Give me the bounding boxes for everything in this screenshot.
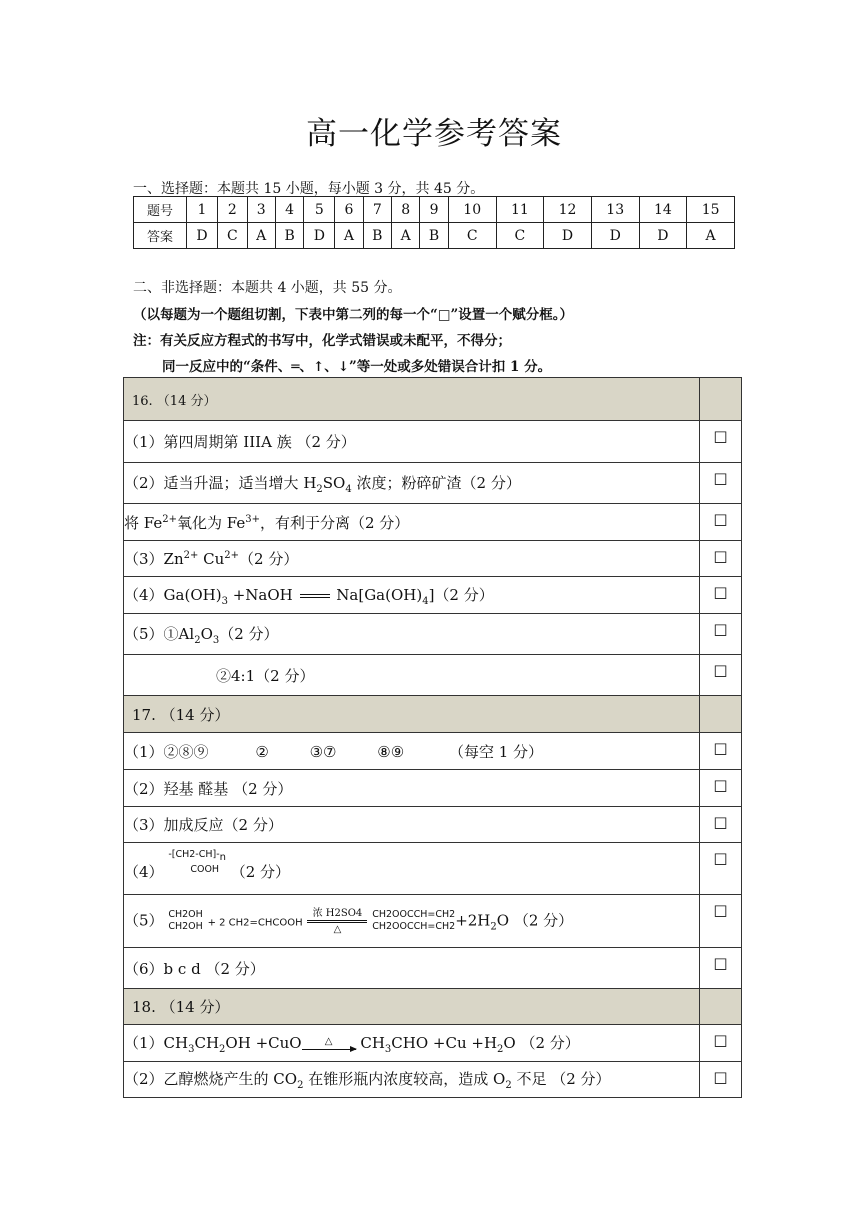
reversible-arrow (307, 908, 367, 935)
text: （2）乙醇燃烧产生的 CO (124, 1070, 298, 1088)
num-cell: 6 (335, 197, 363, 223)
q16-answer-2 (124, 463, 700, 504)
q18-header: 18. （14 分） (124, 989, 700, 1025)
text: （3）Zn (124, 550, 184, 568)
polymer-group: COOH (190, 863, 220, 875)
q17-answer-6: （6）b c d （2 分） (124, 948, 700, 989)
num-cell: 3 (247, 197, 275, 223)
answer-cell: C (496, 223, 544, 249)
q17-row-6 (124, 948, 742, 989)
product-line: CH2OOCCH=CH2 (372, 921, 456, 932)
note-equations: 注：有关反应方程式的书写中，化学式错误或未配平，不得分； (133, 333, 511, 349)
row-header-ans: 答案 (134, 223, 187, 249)
answer-row (134, 223, 735, 249)
q17-row-1 (124, 733, 742, 770)
text: +2H (455, 911, 491, 929)
subscript: 3 (221, 595, 228, 607)
q17-answer-1 (124, 733, 700, 770)
q17-answer-5 (124, 895, 700, 948)
polymer-n: n (219, 851, 226, 863)
superscript: 2+ (224, 550, 240, 561)
text: Cu (198, 550, 225, 568)
q16-header (124, 378, 700, 421)
q18-header-row (124, 989, 742, 1025)
q16-answer-5 (124, 577, 700, 614)
reactant-line: CH2OH (168, 921, 203, 932)
text: CHO +Cu +H (391, 1033, 498, 1052)
subscript: 3 (384, 1043, 392, 1055)
num-cell: 5 (304, 197, 335, 223)
text: 氧化为 Fe (176, 513, 246, 532)
text: （1）②⑧⑨ (124, 742, 209, 761)
score-box[interactable]: □ (700, 895, 742, 948)
subscript: 3 (188, 1043, 195, 1055)
q16-row-1 (124, 421, 742, 463)
reactant-line: CH2OH (168, 909, 203, 920)
answer-cell: B (420, 223, 449, 249)
condition-bottom: △ (333, 923, 342, 935)
q16-answer-6 (124, 614, 700, 655)
polymer-chain: -[CH2-CH]- (168, 849, 220, 861)
text: （4）Ga(OH) (124, 585, 222, 604)
text: CH (355, 1033, 385, 1052)
text: CH (194, 1033, 220, 1052)
text: （5）①Al (124, 624, 195, 643)
text: O （2 分） (496, 911, 574, 929)
subscript: 2 (297, 1080, 304, 1091)
q18-answer-2 (124, 1062, 700, 1098)
num-cell: 12 (544, 197, 592, 223)
q16-row-4 (124, 541, 742, 577)
q16-header-text: 16. （14 分） (132, 393, 217, 409)
text: （2 分） (230, 862, 291, 881)
reaction-arrow (302, 1037, 356, 1050)
num-cell: 13 (591, 197, 639, 223)
answer-cell: A (335, 223, 363, 249)
score-cell-empty (700, 989, 742, 1025)
q16-row-2 (124, 463, 742, 504)
subscript: 2 (490, 921, 497, 932)
double-equals-sign (300, 594, 330, 598)
score-box[interactable]: □ (700, 1062, 742, 1098)
q16-header-row (124, 378, 742, 421)
num-cell: 1 (187, 197, 218, 223)
q16-row-7 (124, 655, 742, 696)
q16-row-6 (124, 614, 742, 655)
superscript: 2+ (162, 513, 177, 525)
q16-answer-3 (124, 504, 700, 541)
q17-row-4 (124, 843, 742, 895)
text: ③⑦ (309, 742, 337, 761)
arrow-shaft (302, 1049, 356, 1050)
answer-cell: B (363, 223, 392, 249)
q17-header: 17. （14 分） (124, 696, 700, 733)
text: +NaOH (227, 585, 298, 604)
text: 浓度；粉碎矿渣（2 分） (351, 473, 521, 492)
answer-cell: D (544, 223, 592, 249)
text: 不足 （2 分） (511, 1070, 611, 1088)
text: SO (322, 473, 346, 492)
answer-cell: A (392, 223, 420, 249)
text: O （2 分） (503, 1033, 580, 1052)
score-box[interactable]: □ (700, 421, 742, 463)
text: （2 分） (239, 550, 299, 568)
q17-row-3 (124, 807, 742, 843)
q16-answer-4 (124, 541, 700, 577)
subscript: 2 (219, 1043, 226, 1055)
num-cell: 10 (448, 197, 496, 223)
num-cell: 9 (420, 197, 449, 223)
q17-answer-4 (124, 843, 700, 895)
score-box[interactable]: □ (700, 948, 742, 989)
subscript: 2 (497, 1043, 504, 1055)
score-box[interactable]: □ (700, 614, 742, 655)
answer-table (133, 196, 735, 249)
q16-row-5 (124, 577, 742, 614)
subscript: 3 (212, 634, 220, 646)
polymer-structure (168, 849, 226, 876)
row-header-num: 题号 (134, 197, 187, 223)
text: （4） (124, 862, 164, 881)
text: OH +CuO (225, 1033, 302, 1052)
subscript: 2 (194, 634, 201, 646)
superscript: 2+ (183, 550, 199, 561)
q16-row-3 (124, 504, 742, 541)
num-cell: 7 (363, 197, 392, 223)
q16-answer-1: （1）第四周期第 IIIA 族 （2 分） (124, 421, 700, 463)
text: Na[Ga(OH) (331, 585, 423, 604)
q17-row-2 (124, 770, 742, 807)
score-box[interactable]: □ (700, 504, 742, 541)
num-cell: 15 (687, 197, 735, 223)
text: ⑧⑨ (377, 742, 405, 761)
text: ② (255, 742, 269, 761)
text: 在锥形瓶内浓度较高，造成 O (303, 1070, 506, 1088)
q18-row-2 (124, 1062, 742, 1098)
score-box[interactable]: □ (700, 733, 742, 770)
subscript: 4 (422, 595, 429, 607)
text: 将 Fe (124, 513, 163, 532)
q17-header-row (124, 696, 742, 733)
text: ]（2 分） (428, 585, 494, 604)
reactant-glycol (168, 909, 202, 933)
text: O (200, 624, 213, 643)
score-box[interactable]: □ (700, 655, 742, 696)
num-cell: 4 (275, 197, 304, 223)
arrow-line (307, 922, 367, 923)
note-split: （以每题为一个题组切割，下表中第二列的每一个“□”设置一个赋分框。） (133, 307, 574, 323)
subscript: 2 (316, 483, 323, 495)
section2-heading: 二、非选择题：本题共 4 小题，共 55 分。 (133, 280, 402, 296)
heat-condition: △ (324, 1036, 333, 1047)
q18-row-1 (124, 1025, 742, 1062)
answer-cell: D (304, 223, 335, 249)
page-title: 高一化学参考答案 (306, 116, 562, 152)
answer-cell: D (187, 223, 218, 249)
arrow-line (307, 920, 367, 921)
product-ester (372, 909, 455, 933)
subscript: 4 (345, 483, 352, 495)
condition-top: 浓 H2SO4 (312, 907, 363, 919)
section1-heading: 一、选择题：本题共 15 小题，每小题 3 分，共 45 分。 (133, 181, 485, 197)
number-row (134, 197, 735, 223)
reagent: + 2 CH2=CHCOOH (207, 917, 303, 928)
q16-answer-7: ②4:1（2 分） (124, 655, 700, 696)
score-box[interactable]: □ (700, 577, 742, 614)
text: （5） (124, 911, 164, 929)
score-box[interactable]: □ (700, 770, 742, 807)
score-box[interactable]: □ (700, 463, 742, 504)
superscript: 3+ (245, 513, 260, 525)
score-box[interactable]: □ (700, 807, 742, 843)
score-box[interactable]: □ (700, 843, 742, 895)
answer-cell: B (275, 223, 304, 249)
answer-cell: C (448, 223, 496, 249)
text: （2）适当升温；适当增大 H (124, 473, 317, 492)
q17-answer-3: （3）加成反应（2 分） (124, 807, 700, 843)
text: （2 分） (219, 624, 279, 643)
answer-cell: A (687, 223, 735, 249)
text: （1）CH (124, 1033, 189, 1052)
text: ，有利于分离（2 分） (259, 513, 410, 532)
num-cell: 8 (392, 197, 420, 223)
answer-cell: D (591, 223, 639, 249)
text: （每空 1 分） (448, 742, 544, 761)
grading-table (123, 377, 742, 1098)
score-cell-empty (700, 378, 742, 421)
q17-row-5 (124, 895, 742, 948)
subscript: 2 (505, 1080, 512, 1091)
answer-cell: C (217, 223, 247, 249)
num-cell: 11 (496, 197, 544, 223)
num-cell: 14 (639, 197, 687, 223)
answer-cell: D (639, 223, 687, 249)
score-cell-empty (700, 696, 742, 733)
score-box[interactable]: □ (700, 1025, 742, 1062)
answer-cell: A (247, 223, 275, 249)
q17-answer-2: （2）羟基 醛基 （2 分） (124, 770, 700, 807)
product-line: CH2OOCCH=CH2 (372, 909, 456, 920)
num-cell: 2 (217, 197, 247, 223)
q18-answer-1 (124, 1025, 700, 1062)
note-deduction: 同一反应中的“条件、═、↑、↓”等一处或多处错误合计扣 1 分。 (162, 359, 552, 375)
score-box[interactable]: □ (700, 541, 742, 577)
